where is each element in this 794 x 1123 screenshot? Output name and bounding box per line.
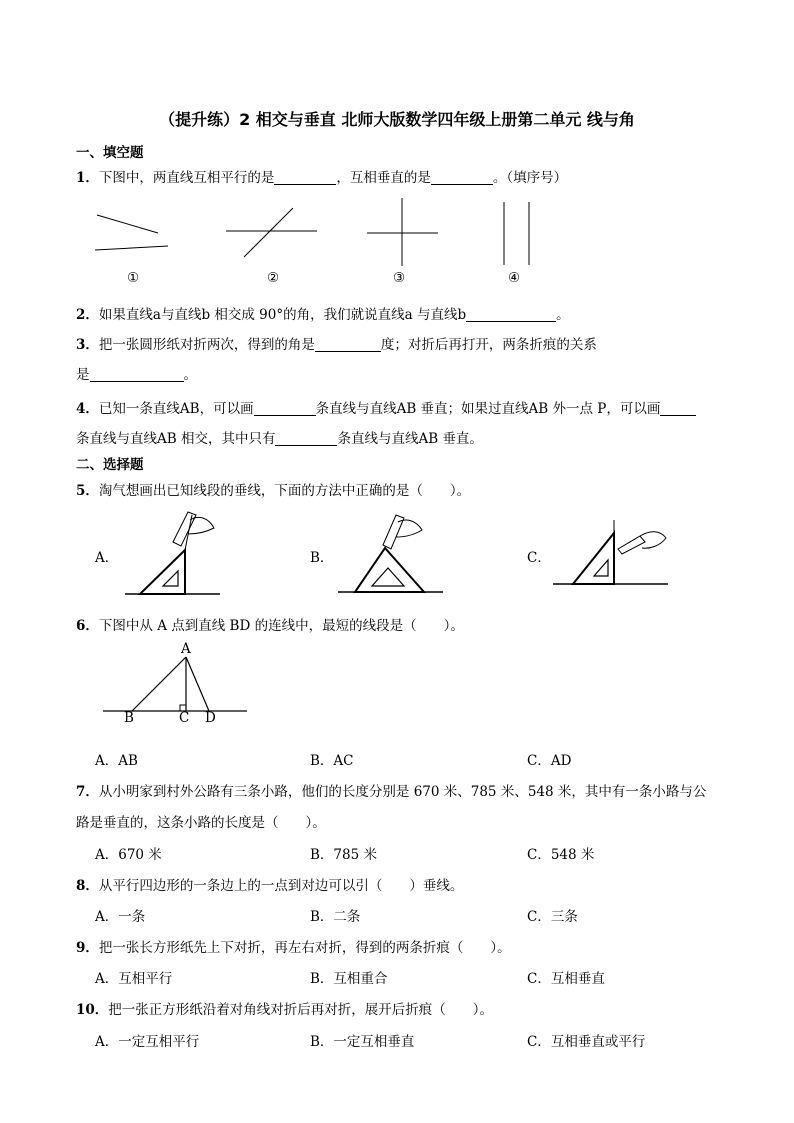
question-text: 从小明家到村外公路有三条小路，他们的长度分别是 670 米、785 米、548 米，其中有一条小路与公 — [98, 784, 707, 800]
question-10 — [76, 998, 493, 1018]
question-number: 8． — [76, 878, 99, 894]
section-multiple-choice: 二、选择题 — [76, 457, 144, 473]
q6-option-a[interactable]: A．AB — [95, 753, 138, 769]
question-number: 1． — [76, 170, 99, 186]
question-text: 把一张圆形纸对折两次，得到的角是 — [98, 337, 315, 353]
question-text: 条直线与直线AB 相交，其中只有 — [76, 431, 276, 447]
question-8 — [76, 874, 463, 894]
point-label-c: C — [179, 710, 190, 726]
figure-label-4: ④ — [508, 270, 521, 286]
question-text: 已知一条直线AB，可以画 — [98, 401, 254, 417]
point-label-b: B — [124, 710, 134, 726]
question-number: 9． — [76, 940, 99, 956]
question-text: 条直线与直线AB 垂直。 — [337, 431, 483, 447]
question-text: ，互相垂直的是 — [336, 170, 431, 186]
question-text: 度；对折后再打开，两条折痕的关系 — [380, 337, 597, 353]
q9-option-c[interactable]: C．互相垂直 — [527, 971, 605, 987]
question-text: 是 — [76, 367, 90, 383]
question-text: 淘气想画出已知线段的垂线，下面的方法中正确的是（ ）。 — [98, 483, 471, 499]
q7-option-c[interactable]: C．548 米 — [527, 847, 595, 863]
figure-label-3: ③ — [393, 270, 406, 286]
q10-option-c[interactable]: C．互相垂直或平行 — [527, 1034, 646, 1050]
page-title: （提升练）2 相交与垂直 北师大版数学四年级上册第二单元 线与角 — [159, 110, 635, 129]
segment-ab — [132, 657, 186, 711]
q10-option-a[interactable]: A．一定互相平行 — [95, 1034, 200, 1050]
question-text: 如果直线a与直线b 相交成 90°的角，我们就说直线a 与直线b — [98, 307, 467, 323]
question-number: 5． — [76, 483, 99, 499]
q7-option-a[interactable]: A．670 米 — [95, 847, 162, 863]
question-number: 4． — [76, 401, 99, 417]
question-text: 。 — [556, 307, 570, 323]
question-text: 下图中从 A 点到直线 BD 的连线中，最短的线段是（ ）。 — [98, 618, 464, 634]
q6-option-b[interactable]: B．AC — [310, 753, 354, 769]
question-number: 3． — [76, 337, 99, 353]
q5-option-a[interactable]: A． — [95, 550, 119, 566]
figure-label-1: ① — [127, 270, 140, 286]
q7-option-b[interactable]: B．785 米 — [310, 847, 377, 863]
question-number: 7． — [76, 784, 99, 800]
question-text: 下图中，两直线互相平行的是 — [98, 170, 275, 186]
question-text: 从平行四边形的一条边上的一点到对边可以引（ ）垂线。 — [98, 878, 464, 894]
q5-option-c[interactable]: C． — [527, 550, 551, 566]
q5-option-b[interactable]: B． — [310, 550, 334, 566]
q9-option-b[interactable]: B．互相重合 — [310, 971, 388, 987]
figure-label-2: ② — [267, 270, 280, 286]
question-number: 10． — [76, 1002, 109, 1018]
q9-option-a[interactable]: A．互相平行 — [95, 971, 173, 987]
question-text: 把一张长方形纸先上下对折，再左右对折，得到的两条折痕（ ）。 — [98, 940, 511, 956]
question-text: 条直线与直线AB 垂直；如果过直线AB 外一点 P，可以画 — [315, 401, 661, 417]
q6-option-c[interactable]: C．AD — [527, 753, 572, 769]
question-9 — [76, 936, 511, 956]
q8-option-a[interactable]: A．一条 — [95, 909, 146, 925]
segment-ad — [186, 657, 209, 711]
question-7-cont: 路是垂直的，这条小路的长度是（ ）。 — [76, 815, 326, 831]
q8-option-c[interactable]: C．三条 — [527, 909, 578, 925]
point-label-d: D — [205, 710, 216, 726]
question-number: 2． — [76, 307, 99, 323]
question-text: 把一张正方形纸沿着对角线对折后再对折，展开后折痕（ ）。 — [108, 1002, 494, 1018]
section-fill-blank: 一、填空题 — [76, 145, 144, 161]
q8-option-b[interactable]: B．二条 — [310, 909, 361, 925]
q10-option-b[interactable]: B．一定互相垂直 — [310, 1034, 415, 1050]
question-number: 6． — [76, 618, 99, 634]
question-text: 。 — [183, 367, 197, 383]
question-7 — [76, 780, 706, 800]
question-text: 。（填序号） — [492, 170, 568, 186]
point-label-a: A — [181, 641, 191, 657]
